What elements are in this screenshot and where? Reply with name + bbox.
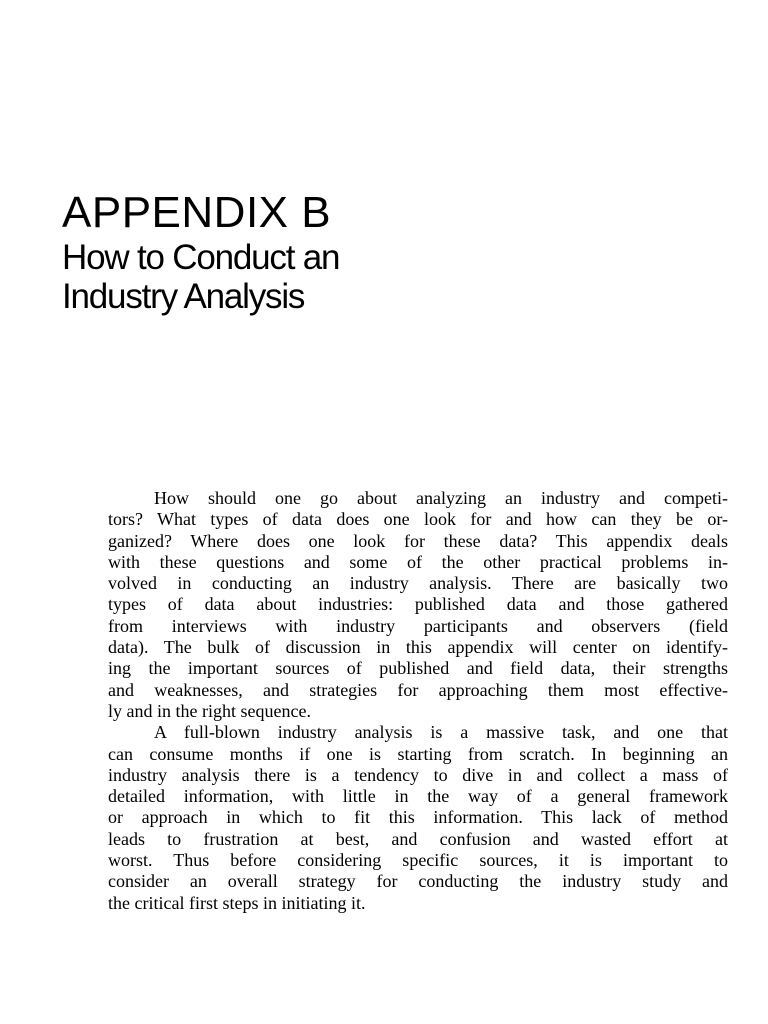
text-line: the critical first steps in initiating it. bbox=[108, 892, 366, 913]
text-line: ganized? Where does one look for these data? This appendix deals bbox=[108, 530, 728, 551]
text-line: volved in conducting an industry analysis. There are basically two bbox=[108, 573, 728, 594]
appendix-title-line-2: Industry Analysis bbox=[62, 277, 305, 316]
text-line: industry analysis there is a tendency to dive in and collect a mass of bbox=[108, 764, 728, 785]
text-line: from interviews with industry participants and observers (field bbox=[108, 615, 728, 636]
appendix-heading bbox=[62, 188, 702, 316]
text-line: tors? What types of data does one look for and how can they be or- bbox=[108, 509, 728, 530]
text-line: data). The bulk of discussion in this appendix will center on identify- bbox=[108, 637, 728, 658]
text-line: A full-blown industry analysis is a massive task, and one that bbox=[154, 722, 728, 743]
text-line: leads to frustration at best, and confusion and wasted effort at bbox=[108, 828, 728, 849]
appendix-title-line-1: How to Conduct an bbox=[62, 238, 340, 277]
text-line: with these questions and some of the other practical problems in- bbox=[108, 551, 728, 572]
text-line: can consume months if one is starting from scratch. In beginning an bbox=[108, 743, 728, 764]
text-line: How should one go about analyzing an industry and competi- bbox=[154, 488, 728, 508]
paragraph-1 bbox=[62, 488, 728, 722]
text-line: detailed information, with little in the way of a general framework bbox=[108, 786, 728, 807]
appendix-label: APPENDIX B bbox=[62, 188, 332, 237]
text-line: ly and in the right sequence. bbox=[108, 700, 311, 721]
text-line: ing the important sources of published and field data, their strengths bbox=[108, 658, 728, 679]
text-line: worst. Thus before considering specific sources, it is important to bbox=[108, 850, 728, 871]
text-line: types of data about industries: published data and those gathered bbox=[108, 594, 728, 615]
body-text bbox=[62, 488, 728, 914]
text-line: or approach in which to fit this information. This lack of method bbox=[108, 807, 728, 828]
text-line: and weaknesses, and strategies for approaching them most effective- bbox=[108, 679, 728, 700]
paragraph-2 bbox=[62, 722, 728, 914]
text-line: consider an overall strategy for conducting the industry study and bbox=[108, 871, 728, 892]
